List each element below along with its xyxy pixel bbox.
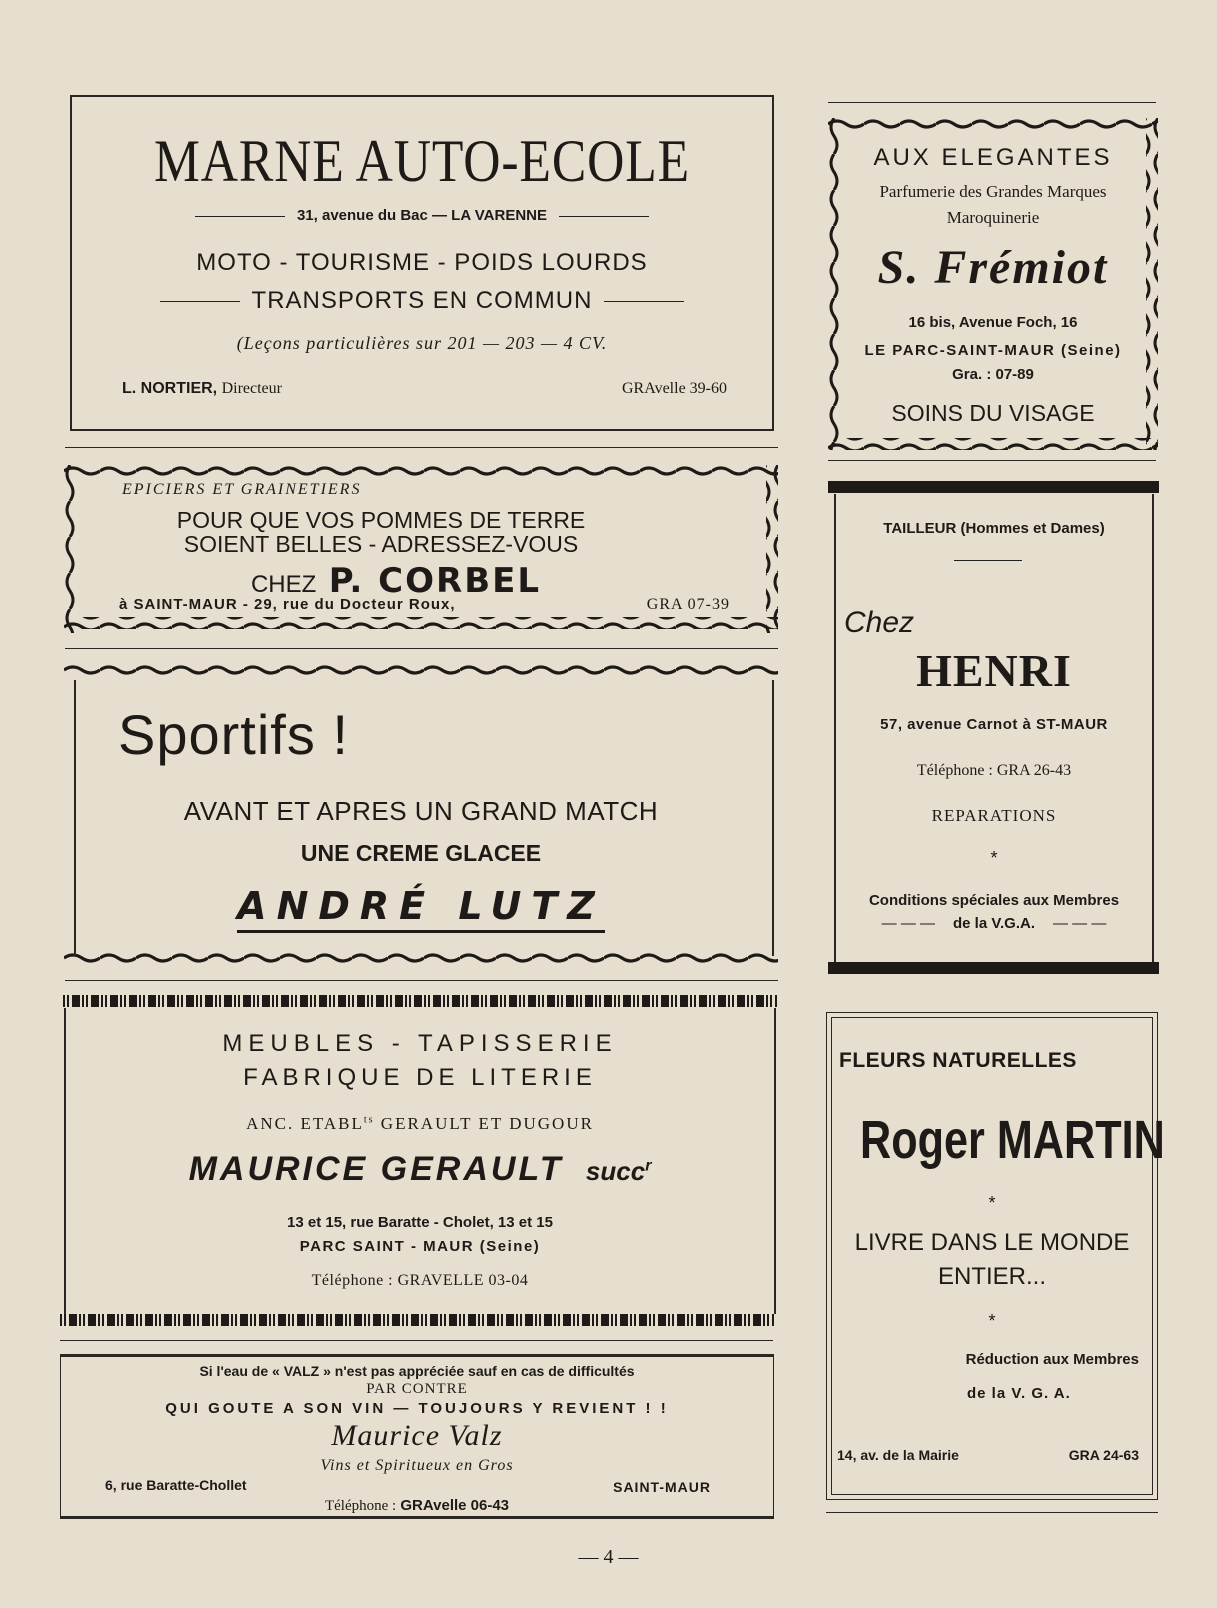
henri-star: * xyxy=(990,848,998,868)
gerault-anc-sup: ts xyxy=(363,1114,375,1126)
corbel-name: P. CORBEL xyxy=(328,561,542,601)
marne-address-row xyxy=(72,207,772,224)
martin-reduc1: Réduction aux Membres xyxy=(965,1351,1139,1368)
ad-andre-lutz xyxy=(64,664,778,964)
gerault-phone: Téléphone : GRAVELLE 03-04 xyxy=(311,1272,529,1289)
martin-heading: FLEURS NATURELLES xyxy=(839,1049,1077,1072)
valz-phone-label: Téléphone : xyxy=(324,1498,397,1514)
martin-line1: LIVRE DANS LE MONDE xyxy=(854,1229,1130,1256)
martin-star1: * xyxy=(988,1193,996,1213)
gerault-address1: 13 et 15, rue Baratte - Cholet, 13 et 15 xyxy=(287,1214,553,1231)
marne-lessons: (Leçons particulières sur 201 — 203 — 4 CV. xyxy=(236,333,608,353)
gerault-line1: MEUBLES - TAPISSERIE xyxy=(222,1030,618,1057)
valz-name: Maurice Valz xyxy=(331,1419,503,1452)
henri-repairs: REPARATIONS xyxy=(931,806,1057,825)
elegantes-address2: LE PARC-SAINT-MAUR (Seine) xyxy=(864,342,1122,359)
valz-phone-row xyxy=(61,1497,773,1515)
henri-dashes-left: — — — xyxy=(881,915,935,932)
martin-name: Roger MARTIN xyxy=(860,1110,1165,1170)
corbel-line1: POUR QUE VOS POMMES DE TERRE xyxy=(176,507,586,533)
martin-phone: GRA 24-63 xyxy=(1068,1447,1139,1463)
marne-address: 31, avenue du Bac — LA VARENNE xyxy=(296,207,548,224)
divider xyxy=(65,447,778,448)
divider xyxy=(60,1340,773,1341)
marne-phone: GRAvelle 39-60 xyxy=(621,380,727,397)
gerault-name-row xyxy=(66,1150,774,1189)
gerault-succ: succ xyxy=(585,1156,646,1186)
gerault-address2: PARC SAINT - MAUR (Seine) xyxy=(299,1238,541,1255)
corbel-heading: EPICIERS ET GRAINETIERS xyxy=(122,481,362,498)
martin-line2: ENTIER... xyxy=(937,1263,1046,1290)
ad-marne-auto-ecole xyxy=(70,95,774,431)
corbel-address: à SAINT-MAUR - 29, rue du Docteur Roux, xyxy=(119,596,456,613)
divider xyxy=(65,980,778,981)
elegantes-phone: Gra. : 07-89 xyxy=(952,366,1034,383)
lutz-line2: UNE CREME GLACEE xyxy=(300,840,542,866)
henri-phone: Téléphone : GRA 26-43 xyxy=(916,762,1072,779)
marne-line2-row xyxy=(72,287,772,315)
martin-star2: * xyxy=(988,1311,996,1331)
ad-roger-martin xyxy=(826,1012,1165,1500)
henri-address: 57, avenue Carnot à ST-MAUR xyxy=(880,716,1108,733)
corbel-chez: CHEZ xyxy=(250,571,317,598)
corbel-name-row xyxy=(14,561,778,601)
lutz-name: ANDRÉ LUTZ xyxy=(237,884,605,933)
decorative-stripes xyxy=(60,1314,774,1326)
elegantes-address1: 16 bis, Avenue Foch, 16 xyxy=(908,314,1078,331)
gerault-anc xyxy=(66,1114,774,1134)
gerault-name: MAURICE GERAULT xyxy=(188,1150,564,1188)
gerault-anc-b: GERAULT ET DUGOUR xyxy=(374,1114,594,1133)
divider xyxy=(65,648,778,649)
valz-line1: Si l'eau de « VALZ » n'est pas appréciée sauf en cas de difficultés xyxy=(199,1363,635,1379)
elegantes-line1: Parfumerie des Grandes Marques xyxy=(879,182,1107,201)
henri-heading: TAILLEUR (Hommes et Dames) xyxy=(883,520,1105,537)
ad-corbel xyxy=(64,465,778,633)
lutz-name-row xyxy=(64,884,778,928)
lutz-title: Sportifs ! xyxy=(118,703,349,766)
lutz-line1: AVANT ET APRES UN GRAND MATCH xyxy=(183,796,659,826)
henri-cond1: Conditions spéciales aux Membres xyxy=(868,892,1120,909)
thick-rule xyxy=(828,962,1159,974)
decorative-stripes xyxy=(63,995,777,1007)
ad-maurice-gerault xyxy=(64,1008,776,1314)
divider xyxy=(828,460,1156,461)
page-number: — 4 — xyxy=(578,1546,639,1568)
divider xyxy=(826,1512,1158,1513)
gerault-anc-a: ANC. ETABL xyxy=(246,1114,364,1133)
valz-line3: QUI GOUTE A SON VIN — TOUJOURS Y REVIENT ! ! xyxy=(165,1400,669,1417)
corbel-line2: SOIENT BELLES - ADRESSEZ-VOUS xyxy=(183,531,579,557)
henri-cond2-row xyxy=(836,915,1152,932)
short-rule xyxy=(954,560,1022,561)
thick-rule xyxy=(828,481,1159,493)
henri-chez: Chez xyxy=(844,606,915,639)
gerault-succ-wrap xyxy=(586,1156,652,1186)
henri-dashes-right: — — — xyxy=(1052,915,1107,932)
valz-line4: Vins et Spiritueux en Gros xyxy=(320,1457,514,1474)
marne-director-role: Directeur xyxy=(221,380,282,397)
marne-line1: MOTO - TOURISME - POIDS LOURDS xyxy=(196,249,648,276)
divider xyxy=(828,102,1156,103)
corbel-phone: GRA 07-39 xyxy=(646,596,730,613)
marne-title: MARNE AUTO-ECOLE xyxy=(154,128,690,194)
elegantes-line2: Maroquinerie xyxy=(946,208,1040,227)
valz-phone: GRAvelle 06-43 xyxy=(400,1497,510,1514)
valz-line2: PAR CONTRE xyxy=(366,1381,468,1397)
gerault-succ-sup: r xyxy=(645,1157,652,1175)
elegantes-name: S. Frémiot xyxy=(877,241,1109,294)
martin-reduc2: de la V. G. A. xyxy=(967,1385,1071,1402)
valz-address: 6, rue Baratte-Chollet xyxy=(105,1477,247,1493)
henri-name: HENRI xyxy=(916,645,1072,696)
elegantes-title: AUX ELEGANTES xyxy=(873,144,1113,171)
ad-aux-elegantes xyxy=(828,118,1158,450)
gerault-line2: FABRIQUE DE LITERIE xyxy=(243,1064,597,1091)
henri-cond2: de la V.G.A. xyxy=(953,915,1035,932)
ad-maurice-valz xyxy=(60,1354,774,1519)
marne-line2: TRANSPORTS EN COMMUN xyxy=(251,287,593,314)
valz-city: SAINT-MAUR xyxy=(613,1479,711,1495)
martin-address: 14, av. de la Mairie xyxy=(837,1447,959,1463)
ad-henri xyxy=(834,494,1154,962)
elegantes-footer: SOINS DU VISAGE xyxy=(891,400,1095,426)
marne-director-name: L. NORTIER, xyxy=(122,380,218,397)
